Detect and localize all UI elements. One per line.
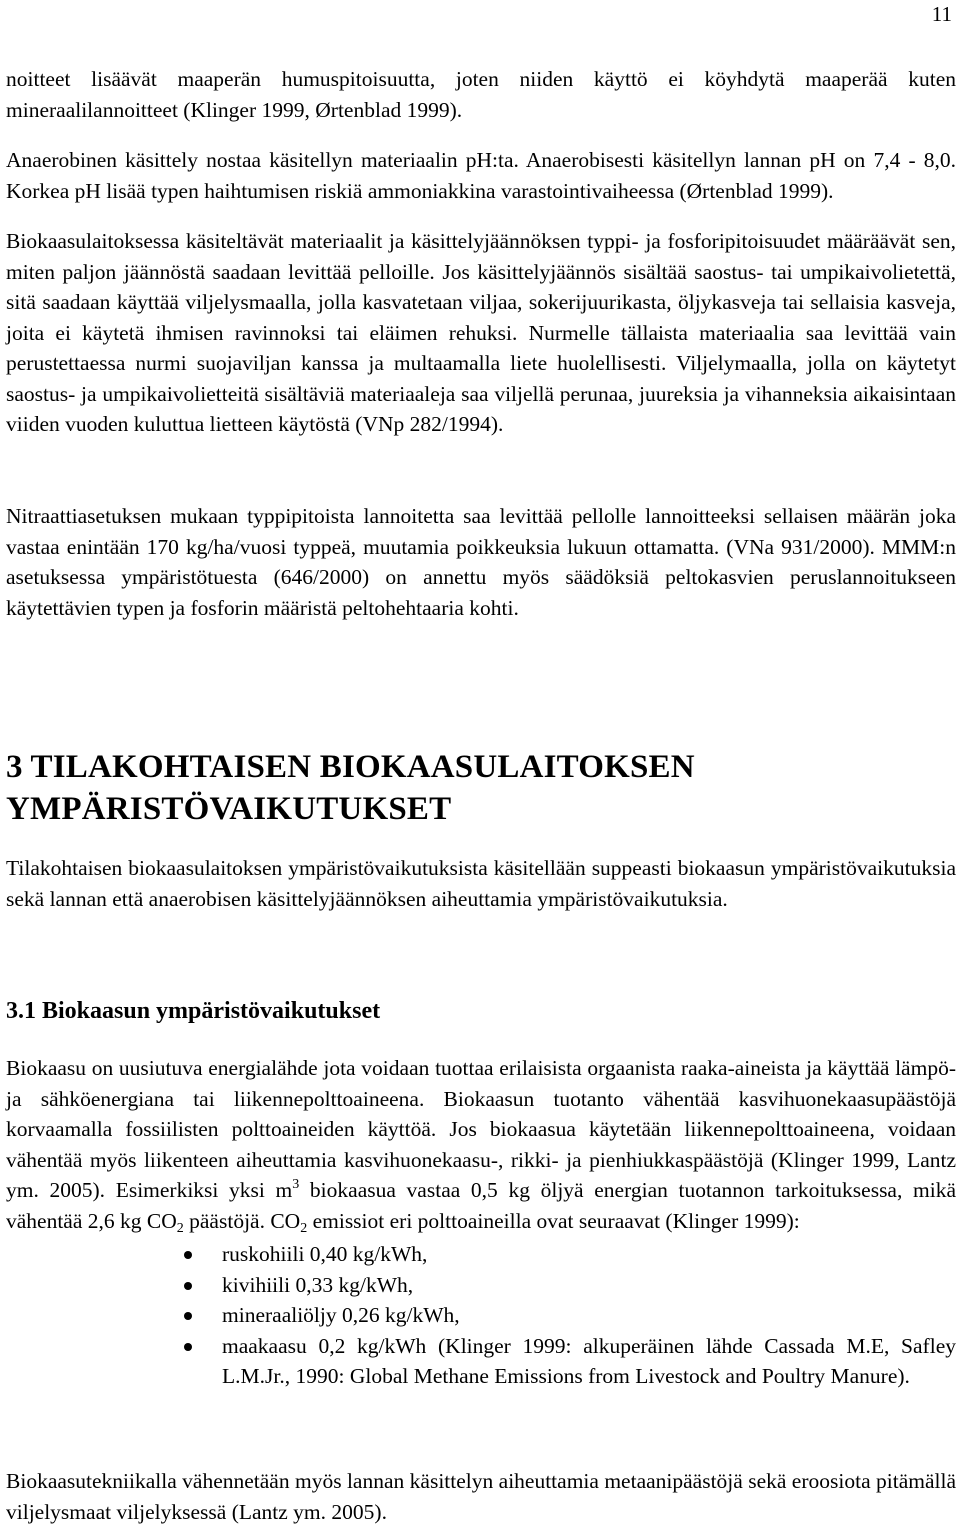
page-number: 11 <box>931 2 952 26</box>
paragraph-methane: Biokaasutekniikalla vähennetään myös lannan käsittelyn aiheuttamia metaanipäästöjä sekä eroosiota pitämällä viljelysmaat viljelyksessä (Lantz ym. 2005). <box>6 1469 956 1524</box>
list-item: mineraaliöljy 0,26 kg/kWh, <box>0 1300 956 1331</box>
paragraph-biogas-emissions <box>6 1053 956 1236</box>
list-item: kivihiili 0,33 kg/kWh, <box>0 1270 956 1301</box>
paragraph-chapter-intro: Tilakohtaisen biokaasulaitoksen ympäristövaikutuksista käsitellään suppeasti biokaasun ympäristövaikutuksia sekä lannan että anaerobisen käsittelyjäännöksen aiheuttamia ympäristövaikutuksia. <box>6 856 956 911</box>
section-heading: 3.1 Biokaasun ympäristövaikutukset <box>6 998 381 1024</box>
text-run: Biokaasu on uusiutuva energialähde jota voidaan tuottaa erilaisista orgaanista raaka-aineista ja käyttää lämpö- ja sähköenergiana tai liikennepolttoaineena. Biokaasun tuotanto vähentää kasvihuonekaasupäästöjä korvaamalla fossiilisten polttoaineiden käyttöä. Jos biokaasua käytetään liikennepolttoaineena, voidaan vähentää myös liikenteen aiheuttamia kasvihuonekaasu-, rikki- ja pienhiukkaspäästöjä (Klinger 1999, Lantz ym. 2005). Esimerkiksi yksi m <box>6 1056 956 1202</box>
list-item: maakaasu 0,2 kg/kWh (Klinger 1999: alkuperäinen lähde Cassada M.E, Safley L.M.Jr., 1990: Global Methane Emissions from Livestock and Poultry Manure). <box>0 1331 956 1392</box>
chapter-heading: 3 TILAKOHTAISEN BIOKAASULAITOKSEN YMPÄRISTÖVAIKUTUKSET <box>6 749 695 827</box>
superscript-3: 3 <box>292 1177 300 1192</box>
text-run: biokaasua vastaa 0,5 kg öljyä energian tuotannon tarkoituksessa, mikä vähentää 2,6 kg CO <box>6 1178 956 1233</box>
subscript-2: 2 <box>300 1220 308 1236</box>
paragraph-ph: Anaerobinen käsittely nostaa käsitellyn materiaalin pH:ta. Anaerobisesti käsitellyn lannan pH on 7,4 - 8,0. Korkea pH lisää typen haihtumisen riskiä ammoniakkina varastointivaiheessa (Ørtenblad 1999). <box>6 148 956 203</box>
text-run: päästöjä. CO <box>183 1208 301 1233</box>
paragraph-digestate-use: Biokaasulaitoksessa käsiteltävät materiaalit ja käsittelyjäännöksen typpi- ja fosforipitoisuudet määräävät sen, miten paljon jäännöstä saadaan levittää pelloille. Jos käsittelyjäännös sisältää saostus- tai umpikaivolietettä, sitä saadaan käyttää viljelysmaalla, jolla kasvatetaan viljaa, sokerijuurikasta, öljykasveja tai sellaisia kasveja, joita ei käytetä ihmisen ravinnoksi tai eläimen rehuksi. Nurmelle tällaista materiaalia saa levittää vain perustettaessa nurmi suojaviljan kanssa ja multaamalla liete huolellisesti. Viljelymaalla, jolla on käytetyt saostus- ja umpikaivolietteitä sisältäviä materiaaleja saa viljellä perunaa, juureksia ja vihanneksia aikaisintaan viiden vuoden kuluttua lietteen käytöstä (VNp 282/1994). <box>6 229 956 436</box>
text-run: emissiot eri polttoaineilla ovat seuraavat (Klinger 1999): <box>307 1208 800 1233</box>
paragraph-humus: noitteet lisäävät maaperän humuspitoisuutta, joten niiden käyttö ei köyhdytä maaperää kuten mineraalilannoitteet (Klinger 1999, Ørtenblad 1999). <box>6 67 956 122</box>
emissions-list <box>0 1239 956 1392</box>
list-item: ruskohiili 0,40 kg/kWh, <box>0 1239 956 1270</box>
subscript-2: 2 <box>176 1220 184 1236</box>
paragraph-nitrate-decree: Nitraattiasetuksen mukaan typpipitoista lannoitetta saa levittää pellolle lannoitteeksi sellaisen määrän joka vastaa enintään 170 kg/ha/vuosi typpeä, muutamia poikkeuksia lukuun ottamatta. (VNa 931/2000). MMM:n asetuksessa ympäristötuesta (646/2000) on annettu myös säädöksiä peltokasvien peruslannoitukseen käytettävien typen ja fosforin määristä peltohehtaaria kohti. <box>6 504 956 620</box>
